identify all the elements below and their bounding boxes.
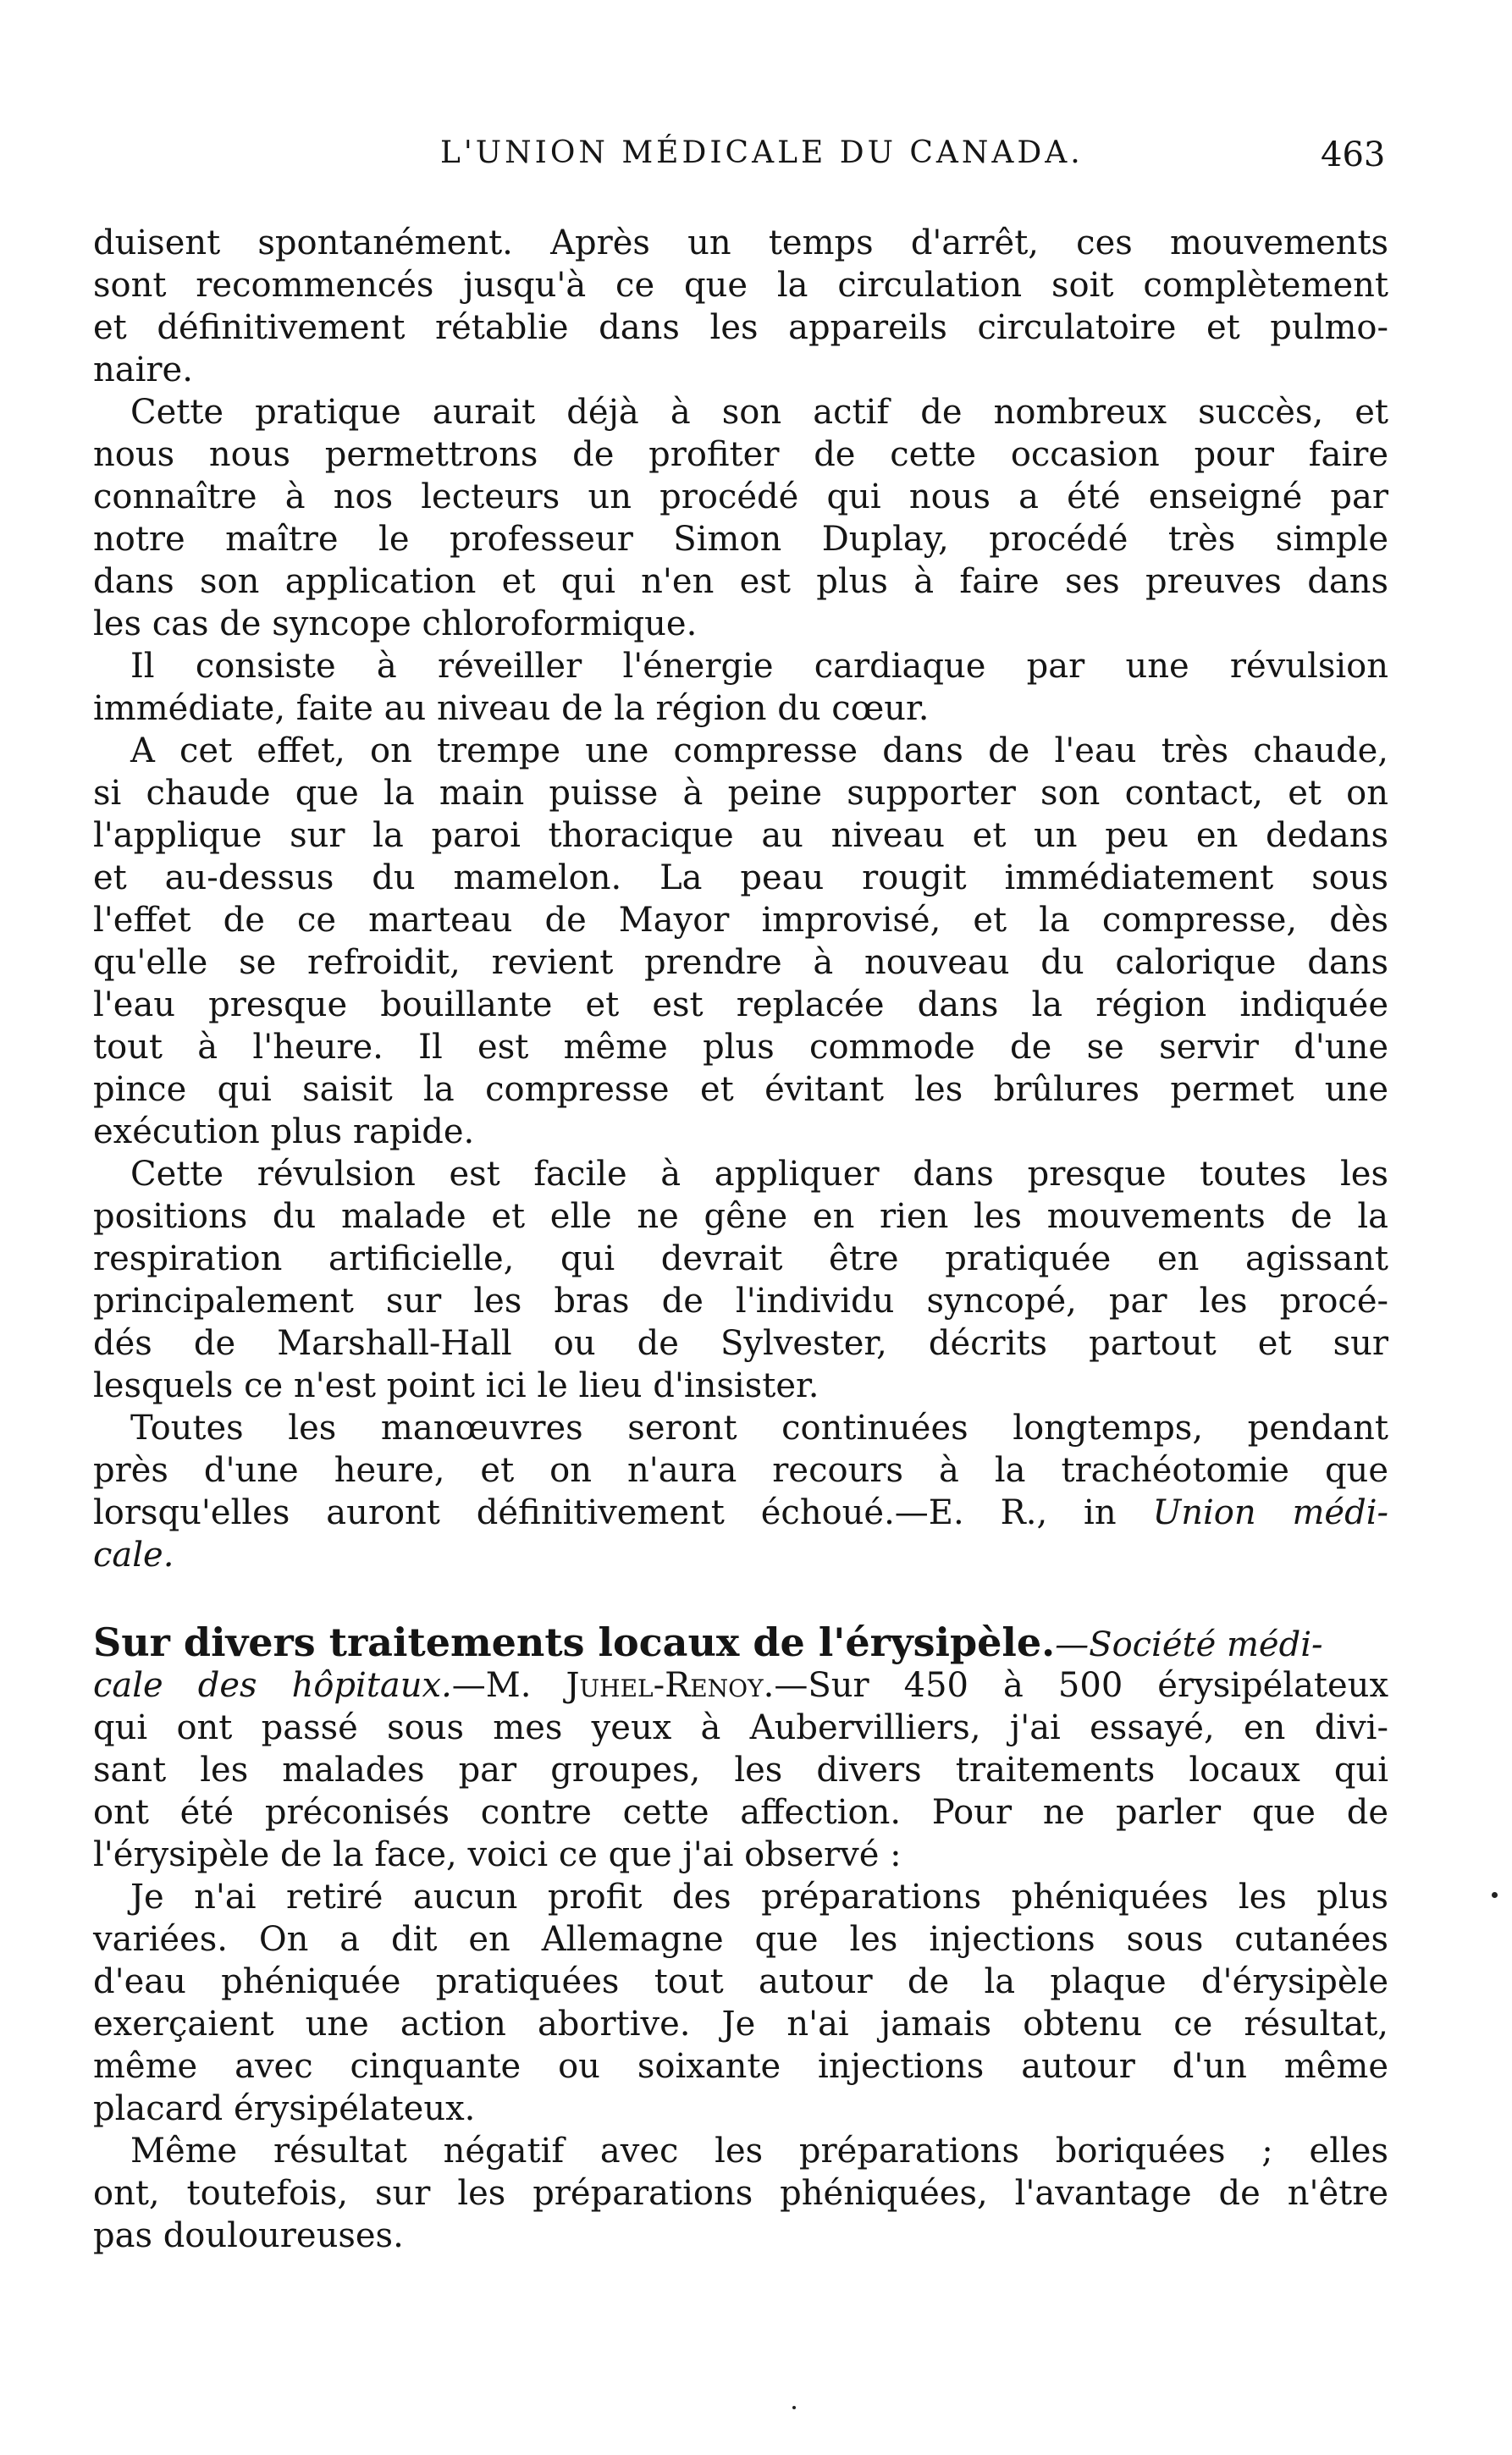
margin-speck: [1492, 1892, 1498, 1898]
text-line: exécution plus rapide.: [93, 1112, 475, 1151]
text-line: l'effet de ce marteau de Mayor improvisé, et la compresse, dès: [93, 901, 1388, 940]
page-number: 463: [1321, 135, 1386, 174]
text-line: positions du malade et elle ne gêne en rien les mouvements de la: [93, 1197, 1388, 1236]
text-line: qu'elle se refroidit, revient prendre à nouveau du calorique dans: [93, 943, 1388, 982]
text-line: l'eau presque bouillante et est replacée dans la région indiquée: [93, 985, 1388, 1024]
article-body: [93, 222, 1388, 2257]
text-line: dans son application et qui n'en est plus à faire ses preuves dans: [93, 562, 1388, 601]
text-line: [93, 1534, 1388, 1576]
text-line: pas douloureuses.: [93, 2216, 404, 2255]
text-line: Même résultat négatif avec les préparations boriquées ; elles: [130, 2132, 1388, 2171]
text-line: même avec cinquante ou soixante injections autour d'un même: [93, 2047, 1388, 2086]
text-line: ont été préconisés contre cette affection. Pour ne parler que de: [93, 1793, 1388, 1832]
text-line: placard érysipélateux.: [93, 2089, 476, 2128]
text-line: connaître à nos lecteurs un procédé qui nous a été enseigné par: [93, 477, 1388, 516]
section-source: cale des hôpitaux.: [93, 1666, 452, 1705]
text-line: immédiate, faite au niveau de la région du cœur.: [93, 689, 930, 728]
section-title: Sur divers traitements locaux de l'érysipèle.: [93, 1619, 1056, 1665]
running-header: [0, 135, 1512, 186]
text-line-with-citation: [93, 1492, 1388, 1534]
text-line: l'érysipèle de la face, voici ce que j'ai observé :: [93, 1835, 902, 1874]
text-line: et au-dessus du mamelon. La peau rougit immédiatement sous: [93, 858, 1388, 897]
section-byline: [93, 1664, 1388, 1707]
ink-speck: [792, 2406, 796, 2409]
text-line: principalement sur les bras de l'individu syncopé, par les procé-: [93, 1282, 1388, 1321]
author-name: Juhel-Renoy.: [566, 1666, 775, 1705]
author-prefix: —M.: [451, 1666, 566, 1705]
running-title: L'UNION MÉDICALE DU CANADA.: [440, 135, 1084, 170]
text-line: lesquels ce n'est point ici le lieu d'insister.: [93, 1366, 819, 1405]
text-line: respiration artificielle, qui devrait être pratiquée en agissant: [93, 1239, 1388, 1278]
text-line: naire.: [93, 350, 193, 389]
text-line: Je n'ai retiré aucun profit des préparations phéniquées les plus: [130, 1878, 1388, 1917]
text-line: d'eau phéniquée pratiquées tout autour de la plaque d'érysipèle: [93, 1962, 1388, 2001]
text-line: les cas de syncope chloroformique.: [93, 604, 698, 643]
text-line: variées. On a dit en Allemagne que les injections sous cutanées: [93, 1920, 1388, 1959]
text-line: duisent spontanément. Après un temps d'arrêt, ces mouvements: [93, 223, 1388, 262]
section-gap: [93, 1576, 1388, 1620]
text-line: pince qui saisit la compresse et évitant les brûlures permet une: [93, 1070, 1388, 1109]
text-line: et définitivement rétablie dans les appareils circulatoire et pulmo-: [93, 308, 1388, 347]
text-line: exerçaient une action abortive. Je n'ai jamais obtenu ce résultat,: [93, 2005, 1388, 2044]
text-fragment: lorsqu'elles auront définitivement échoué.—E. R., in: [93, 1493, 1117, 1532]
text-line: tout à l'heure. Il est même plus commode de se servir d'une: [93, 1028, 1388, 1067]
text-line: l'applique sur la paroi thoracique au niveau et un peu en dedans: [93, 816, 1388, 855]
text-line: qui ont passé sous mes yeux à Aubervilliers, j'ai essayé, en divi-: [93, 1708, 1388, 1747]
text-line: Cette pratique aurait déjà à son actif de nombreux succès, et: [130, 393, 1388, 432]
text-line: près d'une heure, et on n'aura recours à la trachéotomie que: [93, 1451, 1388, 1490]
text-line: sant les malades par groupes, les divers traitements locaux qui: [93, 1751, 1388, 1790]
text-line: dés de Marshall-Hall ou de Sylvester, décrits partout et sur: [93, 1324, 1388, 1363]
text-line: ont, toutefois, sur les préparations phéniquées, l'avantage de n'être: [93, 2174, 1388, 2213]
section-source: —Société médi-: [1055, 1625, 1323, 1664]
section-heading: [93, 1620, 1388, 1664]
text-line: Cette révulsion est facile à appliquer dans presque toutes les: [130, 1155, 1388, 1194]
text-line: notre maître le professeur Simon Duplay, procédé très simple: [93, 520, 1388, 559]
text-line: sont recommencés jusqu'à ce que la circulation soit complètement: [93, 266, 1388, 305]
journal-citation: Union médi-: [1152, 1493, 1388, 1532]
text-line: si chaude que la main puisse à peine supporter son contact, et on: [93, 774, 1388, 813]
text-line: nous nous permettrons de profiter de cette occasion pour faire: [93, 435, 1388, 474]
text-line: A cet effet, on trempe une compresse dans de l'eau très chaude,: [130, 731, 1388, 770]
text-line: Toutes les manœuvres seront continuées longtemps, pendant: [130, 1409, 1388, 1448]
text-fragment: —Sur 450 à 500 érysipélateux: [774, 1666, 1388, 1705]
text-line: Il consiste à réveiller l'énergie cardiaque par une révulsion: [130, 647, 1388, 686]
journal-citation: cale.: [93, 1536, 174, 1575]
